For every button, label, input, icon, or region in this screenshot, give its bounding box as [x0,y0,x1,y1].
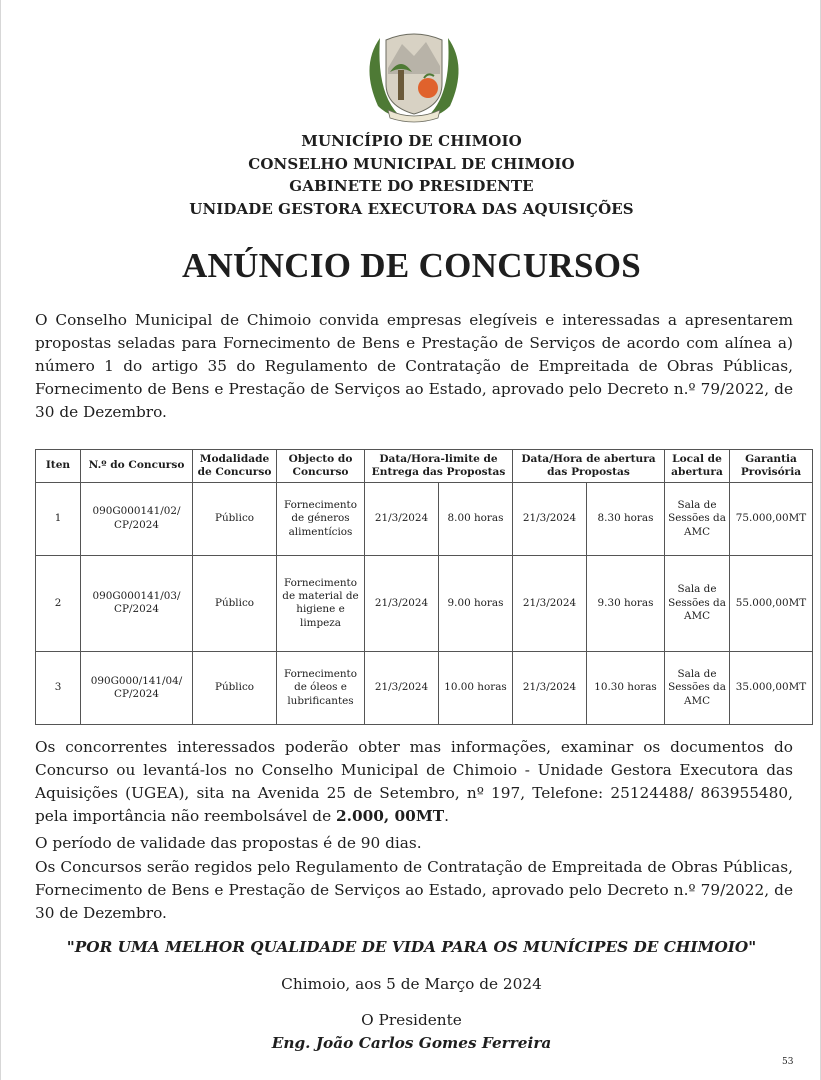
table-row [36,555,813,651]
header-item: Iten [36,450,81,483]
cell-open-time: 10.30 horas [587,652,665,725]
page-title: ANÚNCIO DE CONCURSOS [181,246,642,285]
header-number: N.º do Concurso [81,450,193,483]
cell-mode: Público [193,652,277,725]
institution-header [1,130,821,220]
table-header-row [36,450,813,483]
header-opening: Data/Hora de abertura das Propostas [513,450,665,483]
coat-of-arms-icon [358,26,470,124]
cell-guarantee: 55.000,00MT [730,555,813,651]
header-location: Local de abertura [665,450,730,483]
cell-open-time: 9.30 horas [587,555,665,651]
validity-paragraph: O período de validade das propostas é de 90 dias. [35,834,422,852]
signature-name: Eng. João Carlos Gomes Ferreira [271,1034,552,1052]
cell-deadline-time: 8.00 horas [439,483,513,556]
place-date: Chimoio, aos 5 de Março de 2024 [281,975,542,993]
tenders-table [35,449,813,725]
cell-number: 090G000141/02/ CP/2024 [81,483,193,556]
regulation-paragraph: Os Concursos serão regidos pelo Regulamento de Contratação de Empreitada de Obras Públicas, Fornecimento de Bens e Prestação de Serviços ao Estado, aprovado pelo Decreto n.º 79/2022, de 30 de Dezembro. [35,858,793,922]
info-text: Os concorrentes interessados poderão obter mas informações, examinar os documentos do Concurso ou levantá-los no Conselho Municipal de Chimoio - Unidade Gestora Executora das Aquisições (UGEA), sita na Avenida 25 de Setembro, nº 197, Telefone: 25124488/ 863955480, pela importância não reembolsável de [35,738,793,825]
cell-deadline-time: 10.00 horas [439,652,513,725]
info-paragraph [35,736,793,828]
header-municipality: MUNICÍPIO DE CHIMOIO [301,132,522,150]
cell-open-date: 21/3/2024 [513,483,587,556]
cell-location: Sala de Sessões da AMC [665,555,730,651]
cell-item: 3 [36,652,81,725]
cell-open-date: 21/3/2024 [513,652,587,725]
cell-deadline-date: 21/3/2024 [365,652,439,725]
header-office: GABINETE DO PRESIDENTE [289,177,534,195]
table-row [36,652,813,725]
cell-item: 2 [36,555,81,651]
cell-item: 1 [36,483,81,556]
signature-title: O Presidente [361,1011,462,1029]
header-mode: Modalidade de Concurso [193,450,277,483]
cell-location: Sala de Sessões da AMC [665,652,730,725]
cell-mode: Público [193,555,277,651]
cell-mode: Público [193,483,277,556]
header-deadline: Data/Hora-limite de Entrega das Propostas [365,450,513,483]
cell-number: 090G000/141/04/ CP/2024 [81,652,193,725]
cell-object: Fornecimento de óleos e lubrificantes [277,652,365,725]
header-guarantee: Garantia Provisória [730,450,813,483]
motto: "POR UMA MELHOR QUALIDADE DE VIDA PARA OS MUNÍCIPES DE CHIMOIO" [66,938,757,956]
table-row [36,483,813,556]
header-object: Objecto do Concurso [277,450,365,483]
cell-number: 090G000141/03/ CP/2024 [81,555,193,651]
header-unit: UNIDADE GESTORA EXECUTORA DAS AQUISIÇÕES [189,199,634,218]
intro-paragraph: O Conselho Municipal de Chimoio convida empresas elegíveis e interessadas a apresentarem propostas seladas para Fornecimento de Bens e Prestação de Serviços de acordo com alínea a) número 1 do artigo 35 do Regulamento de Contratação de Empreitada de Obras Públicas, Fornecimento de Bens e Prestação de Serviços ao Estado, aprovado pelo Decreto n.º 79/2022, de 30 de Dezembro. [35,311,793,421]
cell-location: Sala de Sessões da AMC [665,483,730,556]
cell-object: Fornecimento de géneros alimentícios [277,483,365,556]
header-council: CONSELHO MUNICIPAL DE CHIMOIO [248,154,575,173]
page-number: 53 [782,1057,794,1067]
cell-open-time: 8.30 horas [587,483,665,556]
cell-object: Fornecimento de material de higiene e limpeza [277,555,365,651]
cell-deadline-time: 9.00 horas [439,555,513,651]
cell-guarantee: 75.000,00MT [730,483,813,556]
cell-deadline-date: 21/3/2024 [365,483,439,556]
cell-guarantee: 35.000,00MT [730,652,813,725]
info-end: . [444,807,450,825]
fee-amount: 2.000, 00MT [335,807,445,825]
cell-deadline-date: 21/3/2024 [365,555,439,651]
cell-open-date: 21/3/2024 [513,555,587,651]
